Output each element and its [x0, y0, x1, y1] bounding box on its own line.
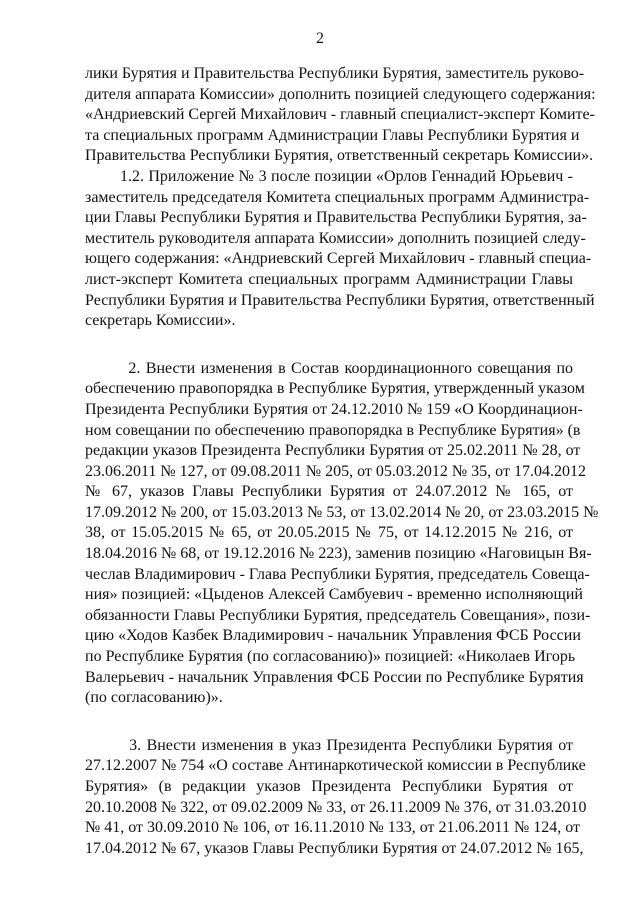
text-line: секретарь Комиссии».	[85, 312, 236, 330]
text-line: 2. Внести изменения в Состав координационного совещания по	[85, 359, 573, 377]
text-line: 23.06.2011 № 127, от 09.08.2011 № 205, от 05.03.2012 № 35, от 17.04.2012	[85, 462, 586, 480]
text-line: «Андриевский Сергей Михайлович - главный специалист-эксперт Комите-	[85, 106, 595, 124]
page-number: 2	[316, 30, 324, 47]
paragraph	[85, 736, 587, 860]
text-line: 3. Внести изменения в указ Президента Республики Бурятия от	[85, 736, 573, 754]
text-line: Правительства Республики Бурятия, ответственный секретарь Комиссии».	[85, 147, 594, 165]
text-line: ном совещании по обеспечению правопорядка в Республике Бурятия» (в	[85, 421, 581, 439]
text-line: Республики Бурятия и Правительства Республики Бурятия, ответственный	[85, 291, 595, 309]
paragraph-spacer	[85, 332, 573, 359]
text-line: лики Бурятия и Правительства Республики Бурятия, заместитель руково-	[85, 65, 585, 82]
text-line: обеспечению правопорядка в Республике Бурятия, утвержденный указом	[85, 380, 585, 398]
paragraph	[85, 359, 599, 709]
paragraph	[85, 64, 596, 167]
text-line: та специальных программ Администрации Главы Республики Бурятия и	[85, 126, 580, 144]
text-line: 27.12.2007 № 754 «О составе Антинаркотической комиссии в Республике	[85, 757, 586, 775]
paragraph-spacer	[85, 709, 573, 736]
text-line: ния» позицией: «Цыденов Алексей Самбуевич - временно исполняющий	[85, 586, 583, 604]
text-line: ции Главы Республики Бурятия и Правительства Республики Бурятия, за-	[85, 209, 587, 227]
text-line: меститель руководителя аппарата Комиссии» дополнить позицией следу-	[85, 229, 586, 247]
text-line: дителя аппарата Комиссии» дополнить позицией следующего содержания:	[85, 85, 596, 103]
text-line: (по согласованию)».	[85, 689, 223, 707]
text-line: Бурятия» (в редакции указов Президента Республики Бурятия от	[85, 778, 573, 795]
text-line: Президента Республики Бурятия от 24.12.2010 № 159 «О Координацион-	[85, 400, 583, 418]
text-line: обязанности Главы Республики Бурятия, председатель Совещания», пози-	[85, 606, 591, 624]
text-line: Валерьевич - начальник Управления ФСБ России по Республике Бурятия	[85, 668, 584, 686]
text-line: чеслав Владимирович - Глава Республики Бурятия, председатель Совеща-	[85, 565, 590, 583]
text-line: редакции указов Президента Республики Бурятия от 25.02.2011 № 28, от	[85, 442, 581, 460]
text-line: заместитель председателя Комитета специальных программ Администра-	[85, 188, 590, 206]
text-line: 38, от 15.05.2015 № 65, от 20.05.2015 № 75, от 14.12.2015 № 216, от	[85, 524, 573, 542]
text-line: 17.04.2012 № 67, указов Главы Республики Бурятия от 24.07.2012 № 165,	[85, 839, 584, 857]
text-line: по Республике Бурятия (по согласованию)» позицией: «Николаев Игорь	[85, 648, 576, 666]
text-line: № 67, указов Главы Республики Бурятия от 24.07.2012 № 165, от	[85, 483, 573, 501]
text-line: 1.2. Приложение № 3 после позиции «Орлов Геннадий Юрьевич -	[85, 167, 573, 185]
text-line: 18.04.2016 № 68, от 19.12.2016 № 223), заменив позицию «Наговицын Вя-	[85, 545, 592, 563]
text-line: лист-эксперт Комитета специальных программ Администрации Главы	[85, 270, 573, 288]
document-body	[85, 64, 599, 859]
text-line: 20.10.2008 № 322, от 09.02.2009 № 33, от 26.11.2009 № 376, от 31.03.2010	[85, 798, 587, 816]
text-line: № 41, от 30.09.2010 № 106, от 16.11.2010 № 133, от 21.06.2011 № 124, от	[85, 819, 580, 837]
text-line: ющего содержания: «Андриевский Сергей Михайлович - главный специа-	[85, 250, 592, 268]
text-line: цию «Ходов Казбек Владимирович - начальник Управления ФСБ России	[85, 627, 581, 645]
text-line: 17.09.2012 № 200, от 15.03.2013 № 53, от 13.02.2014 № 20, от 23.03.2015 №	[85, 503, 599, 521]
paragraph	[85, 167, 595, 332]
